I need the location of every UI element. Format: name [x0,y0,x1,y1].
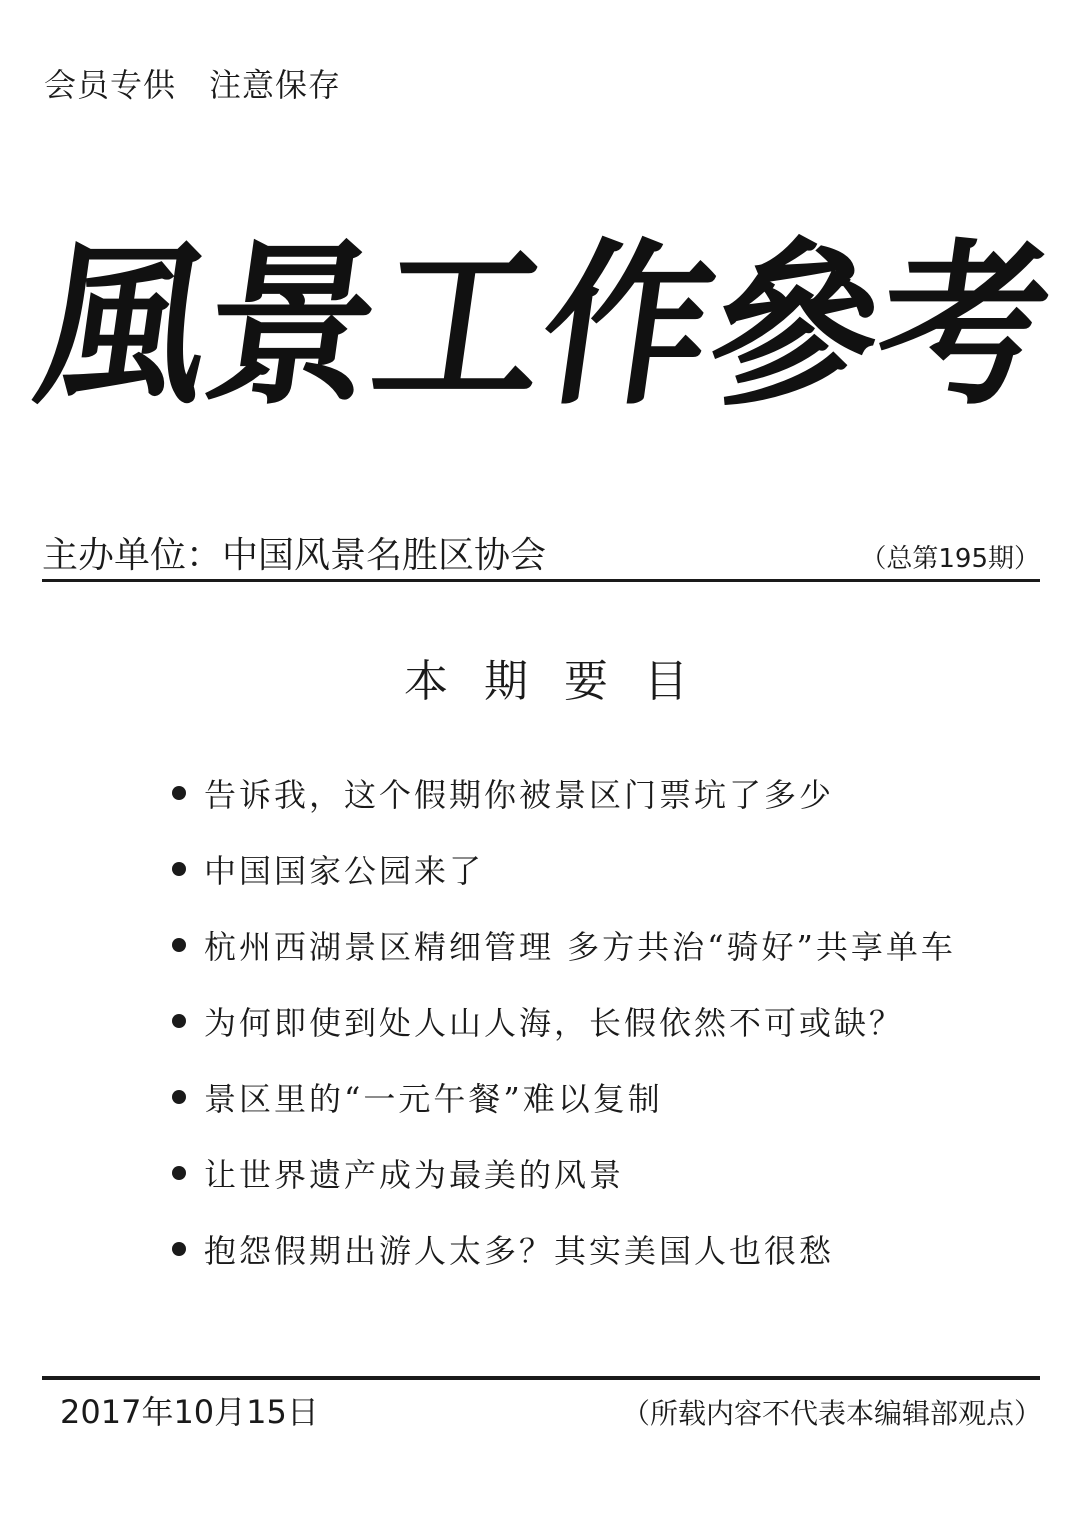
toc-item [172,1135,956,1211]
publish-date: 2017年10月15日 [60,1393,319,1431]
toc-item-label: 让世界遗产成为最美的风景 [204,1156,625,1194]
toc-item [172,907,956,983]
issue-number: （总第195期） [860,544,1040,574]
masthead-char: 考 [865,221,1063,429]
toc-item-label: 为何即使到处人山人海，长假依然不可或缺？ [204,1004,905,1042]
bullet-dot-icon [172,862,186,876]
masthead-title [25,220,1063,430]
sponsor-label: 主办单位：中国风景名胜区协会 [42,535,547,576]
toc-item-label: 告诉我，这个假期你被景区门票坑了多少 [204,776,835,814]
bullet-dot-icon [172,1166,186,1180]
disclaimer: （所载内容不代表本编辑部观点） [621,1397,1042,1430]
toc-item-label: 杭州西湖景区精细管理 多方共治“骑好”共享单车 [204,928,956,966]
member-notice: 会员专供 注意保存 [44,66,342,104]
toc-item [172,1059,956,1135]
bullet-dot-icon [172,1014,186,1028]
toc-item [172,831,956,907]
masthead-char: 作 [529,221,727,429]
toc-item-label: 景区里的“一元午餐”难以复制 [204,1080,663,1118]
toc-item [172,755,956,831]
masthead-char: 景 [193,221,391,429]
masthead-char: 參 [697,221,895,429]
toc-item [172,983,956,1059]
table-of-contents [172,755,956,1287]
bullet-dot-icon [172,1090,186,1104]
masthead-char: 風 [25,221,223,429]
toc-item-label: 抱怨假期出游人太多？其实美国人也很愁 [204,1232,835,1270]
top-divider [42,579,1040,582]
bullet-dot-icon [172,786,186,800]
bottom-divider [42,1376,1040,1380]
sponsor-row [42,533,1040,579]
bullet-dot-icon [172,1242,186,1256]
contents-heading: 本期要目 [404,656,724,707]
masthead-char: 工 [361,221,559,429]
toc-item [172,1211,956,1287]
bullet-dot-icon [172,938,186,952]
toc-item-label: 中国国家公园来了 [204,852,485,890]
